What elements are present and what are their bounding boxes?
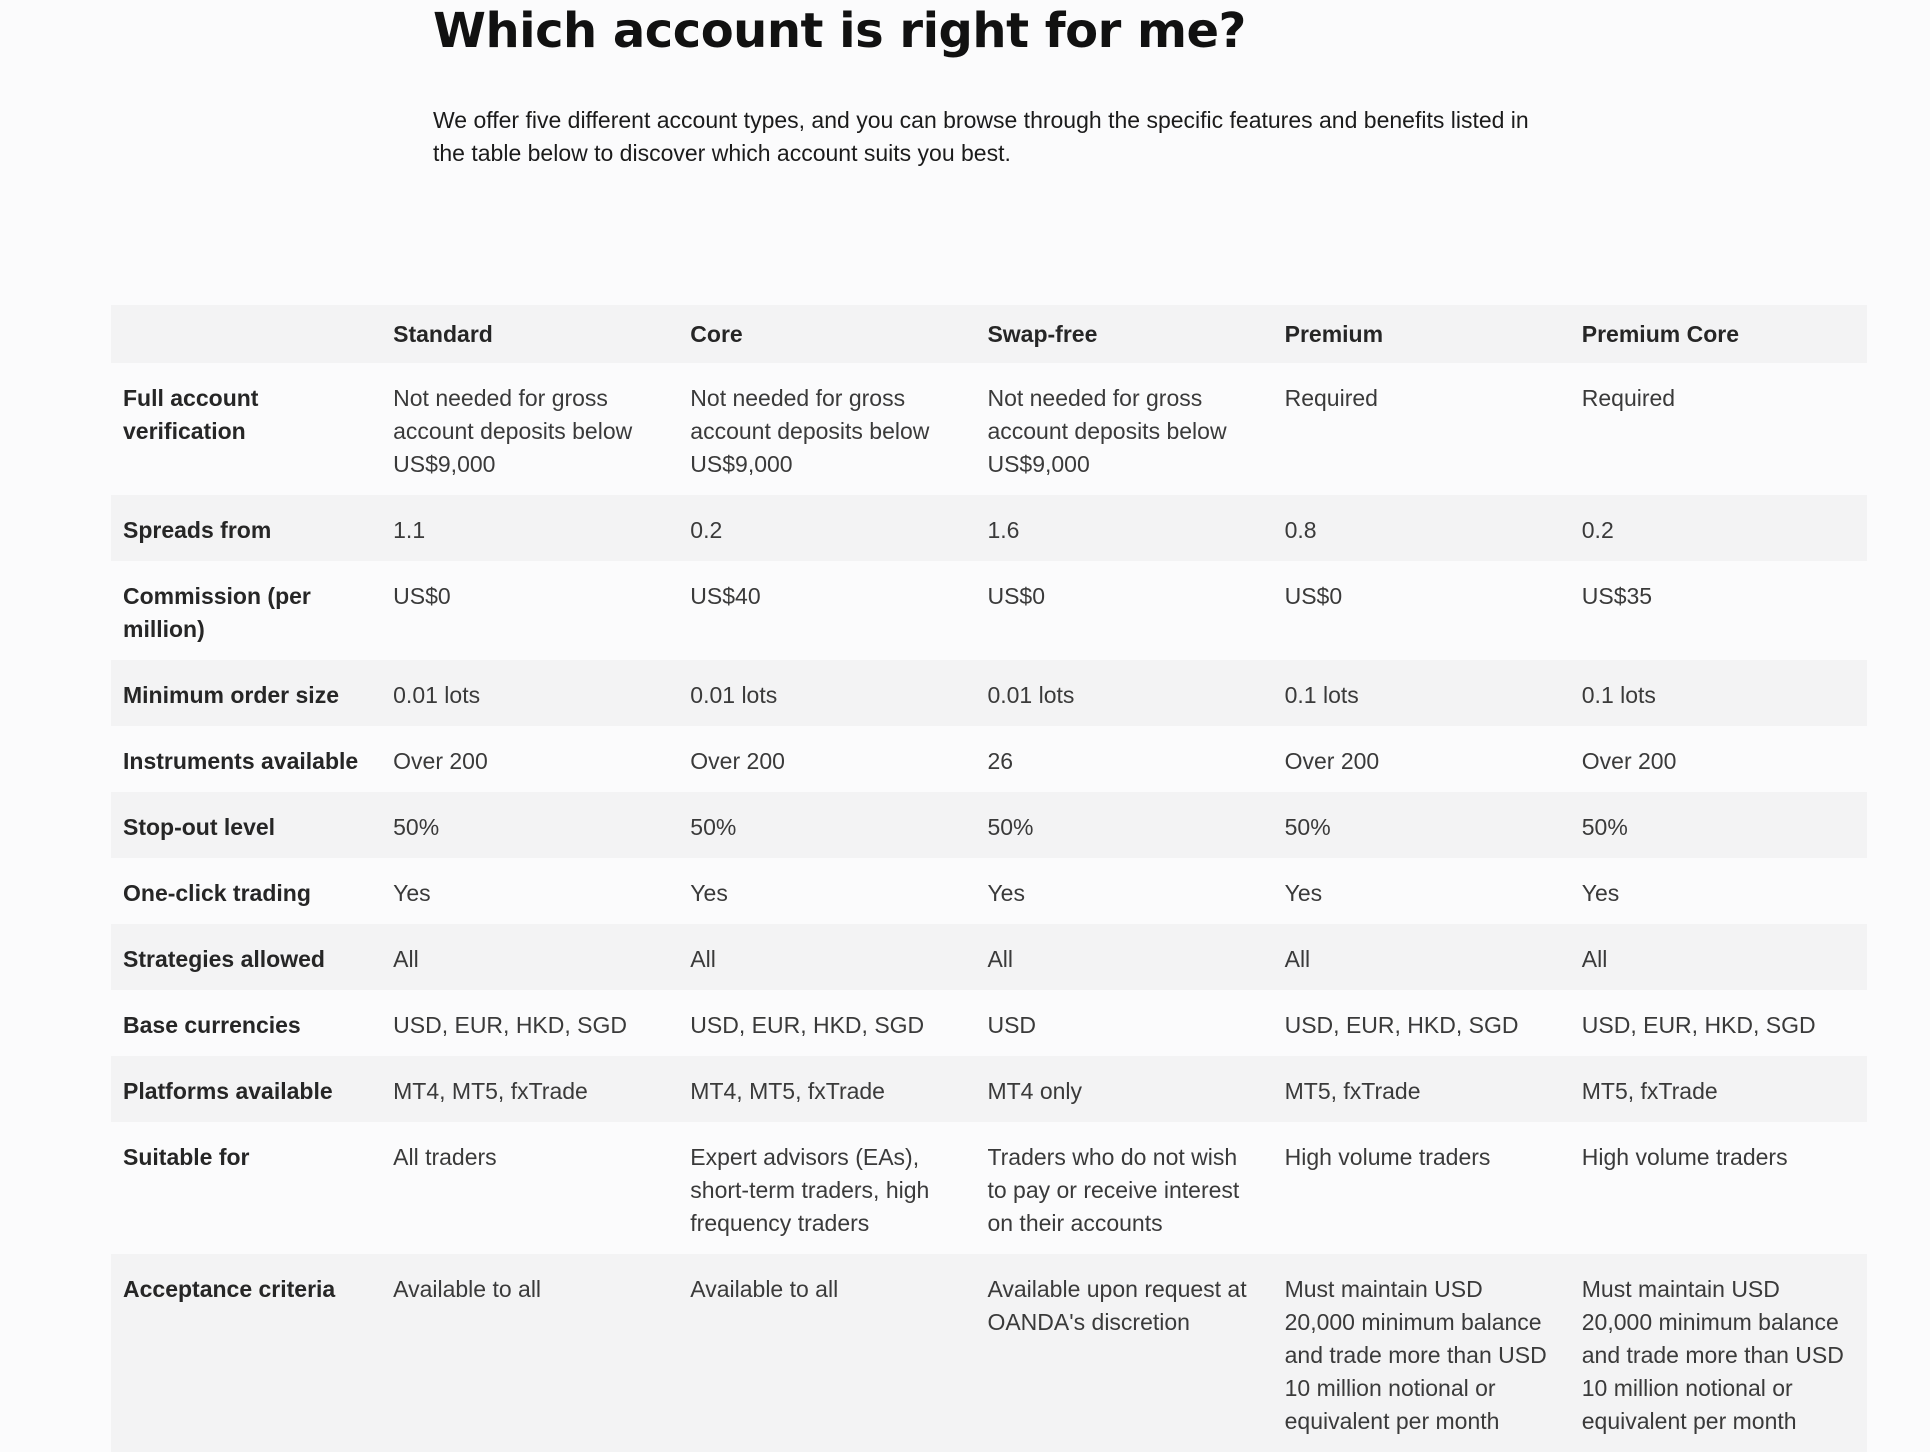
comparison-table-container: [111, 305, 1867, 1452]
row-label: Base currencies: [123, 1012, 301, 1038]
table-cell: USD, EUR, HKD, SGD: [690, 1012, 925, 1038]
table-cell: All: [1581, 946, 1608, 972]
intro-section: [433, 0, 1553, 170]
table-row: [111, 726, 1867, 792]
row-label: Spreads from: [123, 517, 272, 543]
table-cell: 1.6: [987, 517, 1020, 543]
table-cell: Required: [1284, 385, 1378, 411]
table-cell: High volume traders: [1284, 1144, 1491, 1170]
table-cell: 0.2: [690, 517, 723, 543]
account-comparison-table: [111, 305, 1867, 1452]
table-row: [111, 561, 1867, 660]
row-label: Full account verification: [123, 385, 259, 444]
table-cell: MT5, fxTrade: [1284, 1078, 1421, 1104]
intro-paragraph: We offer five different account types, and you can browse through the specific features and benefits listed in the table below to discover which account suits you best.: [433, 107, 1529, 166]
header-corner-cell: [111, 305, 381, 363]
table-cell: US$0: [987, 583, 1045, 609]
table-row: [111, 1056, 1867, 1122]
column-header-standard: Standard: [393, 321, 493, 347]
column-header-core: Core: [690, 321, 743, 347]
table-cell: Traders who do not wish to pay or receive interest on their accounts: [987, 1144, 1240, 1236]
row-label: Instruments available: [123, 748, 359, 774]
table-cell: All: [690, 946, 716, 972]
row-label: Platforms available: [123, 1078, 333, 1104]
row-label: Commission (per million): [123, 583, 311, 642]
table-cell: 0.1 lots: [1581, 682, 1656, 708]
table-cell: USD, EUR, HKD, SGD: [1284, 1012, 1519, 1038]
table-cell: Available upon request at OANDA's discretion: [987, 1276, 1247, 1335]
row-label: Suitable for: [123, 1144, 250, 1170]
table-cell: US$0: [393, 583, 451, 609]
table-cell: Yes: [1284, 880, 1323, 906]
table-cell: USD: [987, 1012, 1037, 1038]
table-cell: Yes: [393, 880, 431, 906]
table-cell: 0.2: [1581, 517, 1614, 543]
table-cell: USD, EUR, HKD, SGD: [393, 1012, 628, 1038]
table-cell: 0.8: [1284, 517, 1317, 543]
table-cell: US$0: [1284, 583, 1343, 609]
table-cell: 0.01 lots: [690, 682, 778, 708]
table-cell: Over 200: [1581, 748, 1677, 774]
table-row: [111, 792, 1867, 858]
table-cell: All: [987, 946, 1014, 972]
column-header-premium: Premium: [1284, 321, 1384, 347]
table-row: [111, 363, 1867, 495]
table-row: [111, 495, 1867, 561]
table-cell: Not needed for gross account deposits below US$9,000: [690, 385, 930, 477]
table-cell: All: [1284, 946, 1311, 972]
table-cell: Not needed for gross account deposits below US$9,000: [393, 385, 633, 477]
table-cell: All: [393, 946, 419, 972]
table-cell: 50%: [690, 814, 737, 840]
table-row: [111, 1254, 1867, 1452]
row-label: Stop-out level: [123, 814, 276, 840]
row-label: Acceptance criteria: [123, 1276, 336, 1302]
table-cell: Expert advisors (EAs), short-term traders, high frequency traders: [690, 1144, 930, 1236]
table-cell: Required: [1581, 385, 1676, 411]
table-cell: USD, EUR, HKD, SGD: [1581, 1012, 1816, 1038]
table-cell: Over 200: [690, 748, 785, 774]
table-cell: 26: [987, 748, 1014, 774]
table-row: [111, 1122, 1867, 1254]
table-cell: 50%: [1581, 814, 1628, 840]
table-cell: 0.01 lots: [393, 682, 481, 708]
table-cell: 50%: [1284, 814, 1331, 840]
table-cell: Yes: [987, 880, 1025, 906]
column-header-premium-core: Premium Core: [1581, 321, 1739, 347]
row-label: Minimum order size: [123, 682, 339, 708]
table-cell: Yes: [1581, 880, 1620, 906]
page-title: Which account is right for me?: [433, 3, 1246, 59]
table-cell: US$35: [1581, 583, 1653, 609]
table-cell: 50%: [393, 814, 440, 840]
table-cell: Must maintain USD 20,000 minimum balance and trade more than USD 10 million notional or equivalent per month: [1581, 1276, 1844, 1434]
table-cell: MT5, fxTrade: [1581, 1078, 1718, 1104]
table-cell: Over 200: [393, 748, 488, 774]
table-cell: MT4, MT5, fxTrade: [690, 1078, 885, 1104]
table-cell: 0.01 lots: [987, 682, 1075, 708]
table-cell: Over 200: [1284, 748, 1380, 774]
column-header-swap-free: Swap-free: [987, 321, 1098, 347]
table-row: [111, 990, 1867, 1056]
row-label: Strategies allowed: [123, 946, 325, 972]
table-cell: 1.1: [393, 517, 426, 543]
table-cell: MT4, MT5, fxTrade: [393, 1078, 588, 1104]
table-cell: Available to all: [393, 1276, 542, 1302]
table-cell: All traders: [393, 1144, 497, 1170]
table-cell: Available to all: [690, 1276, 839, 1302]
table-cell: 0.1 lots: [1284, 682, 1359, 708]
table-cell: Not needed for gross account deposits below US$9,000: [987, 385, 1227, 477]
row-label: One-click trading: [123, 880, 311, 906]
table-cell: Yes: [690, 880, 728, 906]
table-cell: 50%: [987, 814, 1034, 840]
table-cell: US$40: [690, 583, 761, 609]
table-cell: High volume traders: [1581, 1144, 1788, 1170]
table-row: [111, 660, 1867, 726]
table-row: [111, 924, 1867, 990]
table-cell: Must maintain USD 20,000 minimum balance and trade more than USD 10 million notional or equivalent per month: [1284, 1276, 1547, 1434]
table-header-row: [111, 305, 1867, 363]
table-row: [111, 858, 1867, 924]
table-cell: MT4 only: [987, 1078, 1083, 1104]
